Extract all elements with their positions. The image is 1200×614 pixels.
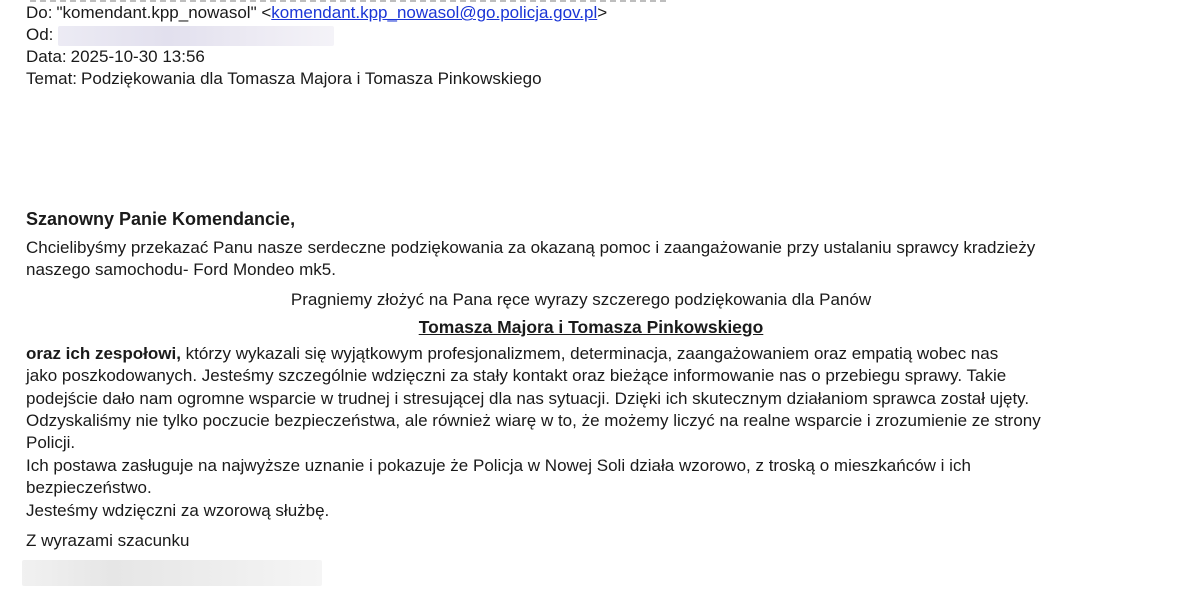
email-body [26, 207, 1186, 552]
center-names: Tomasza Majora i Tomasza Pinkowskiego [418, 316, 764, 337]
from-label: Od: [26, 25, 54, 44]
header-subject-line [26, 68, 542, 90]
center-thanks-line: Pragniemy złożyć na Pana ręce wyrazy szczerego podziękowania dla Panów [290, 289, 872, 309]
main-line-1 [26, 343, 1186, 365]
main-line-3: podejście dało nam ogromne wsparcie w trudnej i stresującej dla nas sytuacji. Dzięki ich skutecznym działaniom sprawca został ujęty. [26, 388, 1030, 408]
header-to-line [26, 2, 607, 24]
main-line-6: Ich postawa zasługuje na najwyższe uznanie i pokazuje że Policja w Nowej Soli działa wzorowo, z troską o mieszkańców i ich [26, 455, 971, 475]
header-date-line [26, 46, 205, 68]
subject-label: Temat: [26, 69, 78, 88]
intro-line-2: naszego samochodu- Ford Mondeo mk5. [26, 260, 336, 280]
main-bold-lead: oraz ich zespołowi, [26, 343, 181, 363]
main-line-7: bezpieczeństwo. [26, 478, 152, 498]
greeting: Szanowny Panie Komendancie, [26, 209, 296, 229]
date-value: 2025-10-30 13:56 [70, 47, 205, 66]
to-name: "komendant.kpp_nowasol" < [56, 3, 272, 22]
header-from-line [26, 24, 57, 46]
to-email-link[interactable]: komendant.kpp_nowasol@go.policja.gov.pl [271, 3, 598, 22]
to-label: Do: [26, 3, 53, 22]
redacted-sender [58, 26, 334, 46]
closing-line: Z wyrazami szacunku [26, 531, 190, 551]
main-paragraph [26, 343, 1186, 522]
date-label: Data: [26, 47, 67, 66]
redacted-signature [22, 560, 322, 586]
intro-line-1: Chcielibyśmy przekazać Panu nasze serdeczne podziękowania za okazaną pomoc i zaangażowanie przy ustalaniu sprawcy kradzieży [26, 238, 1036, 257]
main-line-2: jako poszkodowanych. Jesteśmy szczególnie wdzięczni za stały kontakt oraz bieżące informowanie nas o przebiegu sprawy. Takie [26, 366, 1007, 386]
main-line-4: Odzyskaliśmy nie tylko poczucie bezpieczeństwa, ale również wiarę w to, że możemy liczyć na realne wsparcie i zrozumienie ze strony [26, 411, 1041, 431]
intro-paragraph [26, 237, 1186, 282]
to-close-bracket: > [597, 3, 608, 22]
main-line-8: Jesteśmy wdzięczni za wzorową służbę. [26, 500, 330, 520]
main-line-5: Policji. [26, 433, 76, 453]
subject-value: Podziękowania dla Tomasza Majora i Tomasza Pinkowskiego [81, 69, 542, 88]
main-line-1-rest: którzy wykazali się wyjątkowym profesjonalizmem, determinacja, zaangażowaniem oraz empatią wobec nas [180, 343, 999, 363]
